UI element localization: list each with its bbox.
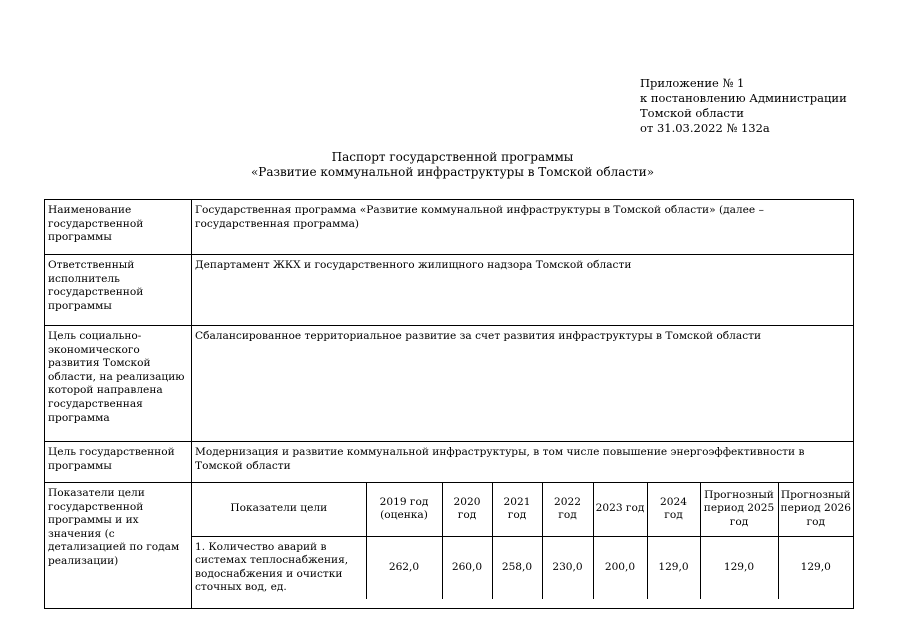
appendix-line: Приложение № 1: [640, 76, 745, 90]
document-title: [0, 150, 905, 180]
indicator-value: 129,0: [700, 536, 778, 599]
indicator-value: 200,0: [593, 536, 647, 599]
header-cell: 2019 год (оценка): [366, 483, 442, 536]
header-cell: 2021 год: [492, 483, 542, 536]
row-label: Цель государственной программы: [45, 442, 192, 483]
indicator-value: 260,0: [442, 536, 492, 599]
header-cell: Показатели цели: [192, 483, 366, 536]
row-label: Наименование государственной программы: [45, 200, 192, 255]
row-label: Ответственный исполнитель государственной программы: [45, 255, 192, 326]
row-value: Модернизация и развитие коммунальной инфраструктуры, в том числе повышение энергоэффективности в Томской области: [192, 442, 854, 483]
header-cell: 2024 год: [647, 483, 700, 536]
header-cell: 2022 год: [542, 483, 593, 536]
row-value: Государственная программа «Развитие коммунальной инфраструктуры в Томской области» (далее – государственная программа): [192, 200, 854, 255]
appendix-line: Томской области: [640, 106, 744, 120]
indicator-value: 262,0: [366, 536, 442, 599]
indicator-name: 1. Количество аварий в системах теплоснабжения, водоснабжения и очистки сточных вод, ед.: [192, 536, 366, 599]
indicators-table: [192, 483, 853, 599]
header-cell: Прогнозный период 2026 год: [778, 483, 853, 536]
passport-row: [45, 483, 854, 609]
indicator-value: 258,0: [492, 536, 542, 599]
indicator-row: [192, 536, 853, 599]
row-label: Показатели цели государственной программы и их значения (с детализацией по годам реализации): [45, 483, 192, 609]
header-cell: 2020 год: [442, 483, 492, 536]
indicator-value: 129,0: [800, 560, 831, 573]
row-value: Сбалансированное территориальное развитие за счет развития инфраструктуры в Томской области: [192, 326, 854, 442]
header-cell: Прогнозный период 2025 год: [700, 483, 778, 536]
indicator-value: 129,0: [647, 536, 700, 599]
title-line: Паспорт государственной программы: [331, 150, 574, 164]
title-line: «Развитие коммунальной инфраструктуры в Томской области»: [250, 165, 655, 179]
appendix-line: к постановлению Администрации: [640, 91, 847, 105]
passport-row: [45, 442, 854, 483]
indicators-cell: [192, 483, 854, 609]
appendix-line: от 31.03.2022 № 132а: [640, 121, 770, 135]
appendix-reference: [640, 76, 847, 136]
passport-table: [44, 199, 854, 609]
indicators-header-row: [192, 483, 853, 536]
passport-row: [45, 255, 854, 326]
passport-row: [45, 326, 854, 442]
row-value: Департамент ЖКХ и государственного жилищного надзора Томской области: [192, 255, 854, 326]
row-label: Цель социально-экономического развития Томской области, на реализацию которой направлена государственная программа: [45, 326, 192, 442]
passport-row: [45, 200, 854, 255]
indicator-value: 230,0: [542, 536, 593, 599]
header-cell: 2023 год: [593, 483, 647, 536]
